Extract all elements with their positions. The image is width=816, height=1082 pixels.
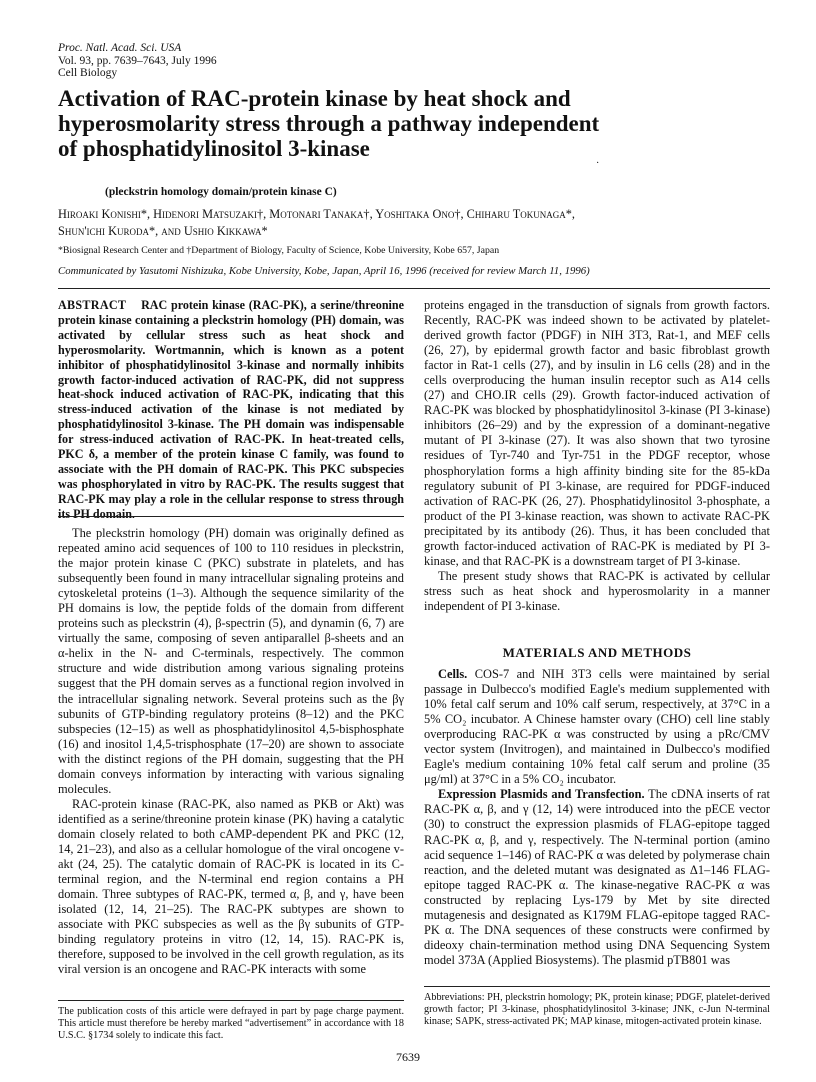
intro-right-column bbox=[424, 298, 770, 614]
communicated-by: Communicated by Yasutomi Nishizuka, Kobe University, Kobe, Japan, April 16, 1996 (received for review March 11, 1996) bbox=[58, 265, 590, 277]
abstract bbox=[58, 298, 404, 522]
run-in-heading: Expression Plasmids and Transfection. bbox=[438, 787, 645, 802]
volume-line: Vol. 93, pp. 7639–7643, July 1996 bbox=[58, 54, 217, 67]
abstract-rule bbox=[58, 516, 404, 517]
authors bbox=[58, 206, 758, 240]
publication-cost-footnote: The publication costs of this article were defrayed in part by page charge payment. This article must therefore be hereby marked “advertisement” in accordance with 18 U.S.C. §1734 solely to indicate this fact. bbox=[58, 1006, 404, 1042]
abbreviations-footnote: Abbreviations: PH, pleckstrin homology; PK, protein kinase; PDGF, platelet-derived growth factor; PI 3-kinase, phosphatidylinositol 3-kinase; JNK, c-Jun N-terminal kinase; SAPK, stress-activated PK; MAP kinase, mitogen-activated protein kinase. bbox=[424, 992, 770, 1028]
paragraph: The present study shows that RAC-PK is activated by cellular stress such as heat shock and hyperosmolarity in a manner independent of PI 3-kinase. bbox=[424, 568, 770, 613]
stray-mark: · bbox=[596, 158, 600, 169]
journal-name: Proc. Natl. Acad. Sci. USA bbox=[58, 42, 182, 54]
page-number: 7639 bbox=[396, 1050, 420, 1064]
abstract-label: ABSTRACT bbox=[58, 298, 127, 312]
methods-paragraph bbox=[424, 787, 770, 968]
run-in-heading: Cells. bbox=[438, 667, 468, 681]
article-title bbox=[58, 86, 758, 161]
abstract-text: RAC protein kinase (RAC-PK), a serine/threonine protein kinase containing a pleckstrin homology (PH) domain, was activated by cellular stress such as heat shock and hyperosmolarity. Wortmannin, which is known as a potent inhibitor of phosphatidylinositol 3-kinase and normally inhibits growth factor-induced activation of RAC-PK, did not suppress heat-shock induced activation of RAC-PK, indicating that this stress-induced activation of the kinase is not mediated by phosphatidylinositol 3-kinase. The PH domain was indispensable for stress-induced activation of RAC-PK. In heat-treated cells, PKC δ, a member of the protein kinase C family, was found to associate with the PH domain of RAC-PK. This PKC subspecies was phosphorylated in vitro by RAC-PK. The results suggest that RAC-PK may play a role in the cellular response to stress through its PH domain. bbox=[58, 298, 404, 521]
intro-left-column bbox=[58, 526, 404, 977]
paragraph: proteins engaged in the transduction of signals from growth factors. Recently, RAC-PK was indeed shown to be activated by platelet-derived growth factor (PDGF) in NIH 3T3, Rat-1, and MEF cells (26, 27), by epidermal growth factor and basic fibroblast growth factor in Rat-1 cells (27), and by insulin in L6 cells (28) and in the cells overproducing the human insulin receptor such as A14 cells (27) and CHO.IR cells (29). Growth factor-induced activation of RAC-PK was blocked by phosphatidylinositol 3-kinase (PI 3-kinase) inhibitors (26–29) and by the expression of a dominant-negative mutant of PI 3-kinase (27). It was also shown that two tyrosine residues of Tyr-740 and Tyr-751 in the PDGF receptor, whose phosphorylation forms a high affinity binding site for the 85-kDa regulatory subunit of PI 3-kinase, are required for PDGF-induced activation of RAC-PK (26, 27). Phosphatidylinositol 3-phosphate, a product of the PI 3-kinase reaction, was shown to activate RAC-PK precipitated by its antibody (26). Thus, it has been concluded that growth factor-induced activation of RAC-PK is mediated by PI 3-kinase, and that RAC-PK is a downstream target of PI 3-kinase. bbox=[424, 298, 770, 568]
authors-line: Shun'ichi Kuroda*, and Ushio Kikkawa* bbox=[58, 224, 268, 238]
section-heading: MATERIALS AND METHODS bbox=[502, 645, 692, 660]
methods-column bbox=[424, 667, 770, 968]
header-rule bbox=[58, 288, 770, 289]
title-line: of phosphatidylinositol 3-kinase bbox=[58, 136, 370, 161]
section-name: Cell Biology bbox=[58, 67, 118, 79]
methods-text: COS-7 and NIH 3T3 cells were maintained by serial passage in Dulbecco's modified Eagle's medium supplemented with 10% fetal calf serum and 10% calf serum, respectively, at 37°C in a 5% CO₂ incubator. A Chinese hamster ovary (CHO) cell line stably overproducing RAC-PK α was constructed by using a pRc/CMV vector system (Invitrogen), and maintained in Dulbecco's modified Eagle's medium containing 10% fetal calf serum and proline (35 μg/ml) at 37°C in a 5% CO₂ incubator. bbox=[424, 667, 770, 787]
methods-paragraph bbox=[424, 667, 770, 787]
journal-header bbox=[58, 42, 217, 80]
footnote-rule bbox=[58, 1000, 404, 1001]
methods-text: The cDNA inserts of rat RAC-PK α, β, and γ (12, 14) were introduced into the pECE vector (30) to construct the expression plasmids of FLAG-epitope tagged RAC-PK α, β, and γ, respectively. The N-terminal portion (amino acid sequence 1–146) of RAC-PK α was deleted by polymerase chain reaction, and the deleted mutant was designated as Δ1–146 FLAG-epitope tagged RAC-PK α. The kinase-negative RAC-PK α was constructed by replacing Lys-179 by Met by site directed mutagenesis and designated as K179M FLAG-epitope tagged RAC-PK α. The DNA sequences of these constructs were confirmed by dideoxy chain-termination method using DNA Sequencing System model 373A (Applied Biosystems). The plasmid pTB801 was bbox=[424, 787, 770, 967]
affiliation: *Biosignal Research Center and †Department of Biology, Faculty of Science, Kobe University, Kobe 657, Japan bbox=[58, 245, 500, 256]
paragraph: The pleckstrin homology (PH) domain was originally defined as repeated amino acid sequences of 100 to 110 residues in pleckstrin, the major protein kinase C (PKC) substrate in platelets, and has subsequently been found in many intracellular signaling proteins and cytoskeletal proteins (1–3). Although the sequence similarity of the PH domains is low, the peptide folds of the domain from different proteins such as pleckstrin (4), β-spectrin (5), and dynamin (6, 7) are virtually the same, composing of seven antiparallel β-sheets and an α-helix in the N- and C-terminals, respectively. The common structure and wide distribution among various signaling proteins suggest that the PH domain serves as a functional region involved in the intracellular signaling network. Several proteins such as the βγ subunits of GTP-binding regulatory proteins (8–12) and the PKC subspecies (12–15) as well as phosphatidylinositol 4,5-bisphosphate (16) and inositol 1,4,5-trisphosphate (17–20) are shown to associate with the distinct regions of the PH domain, suggesting that the PH domain conveys information by interacting with various signaling molecules. bbox=[58, 526, 404, 796]
authors-line: Hiroaki Konishi*, Hidenori Matsuzaki†, Motonari Tanaka†, Yoshitaka Ono†, Chiharu Tokunaga*, bbox=[58, 207, 575, 221]
paragraph: RAC-protein kinase (RAC-PK, also named as PKB or Akt) was identified as a serine/threonine protein kinase (PK) having a catalytic domain closely related to both cAMP-dependent PK and PKC (12, 14, 21–23), and also as a cellular homologue of the viral oncogene v-akt (24, 25). The catalytic domain of RAC-PK is located in its C-terminal region, and the N-terminal end region contains a PH domain. Three subtypes of RAC-PK, termed α, β, and γ, have been isolated (12, 14, 21–25). The RAC-PK subtypes are shown to associate with PKC subspecies as well as the βγ subunits of GTP-binding regulatory proteins in vitro (12, 14, 15). RAC-PK is, therefore, supposed to be involved in the cell growth regulation, as its viral version is an oncogene and RAC-PK interacts with some bbox=[58, 796, 404, 977]
title-line: hyperosmolarity stress through a pathway independent bbox=[58, 111, 600, 136]
title-line: Activation of RAC-protein kinase by heat shock and bbox=[58, 86, 571, 111]
abbrev-rule bbox=[424, 986, 770, 987]
keywords: (pleckstrin homology domain/protein kinase C) bbox=[105, 186, 337, 198]
